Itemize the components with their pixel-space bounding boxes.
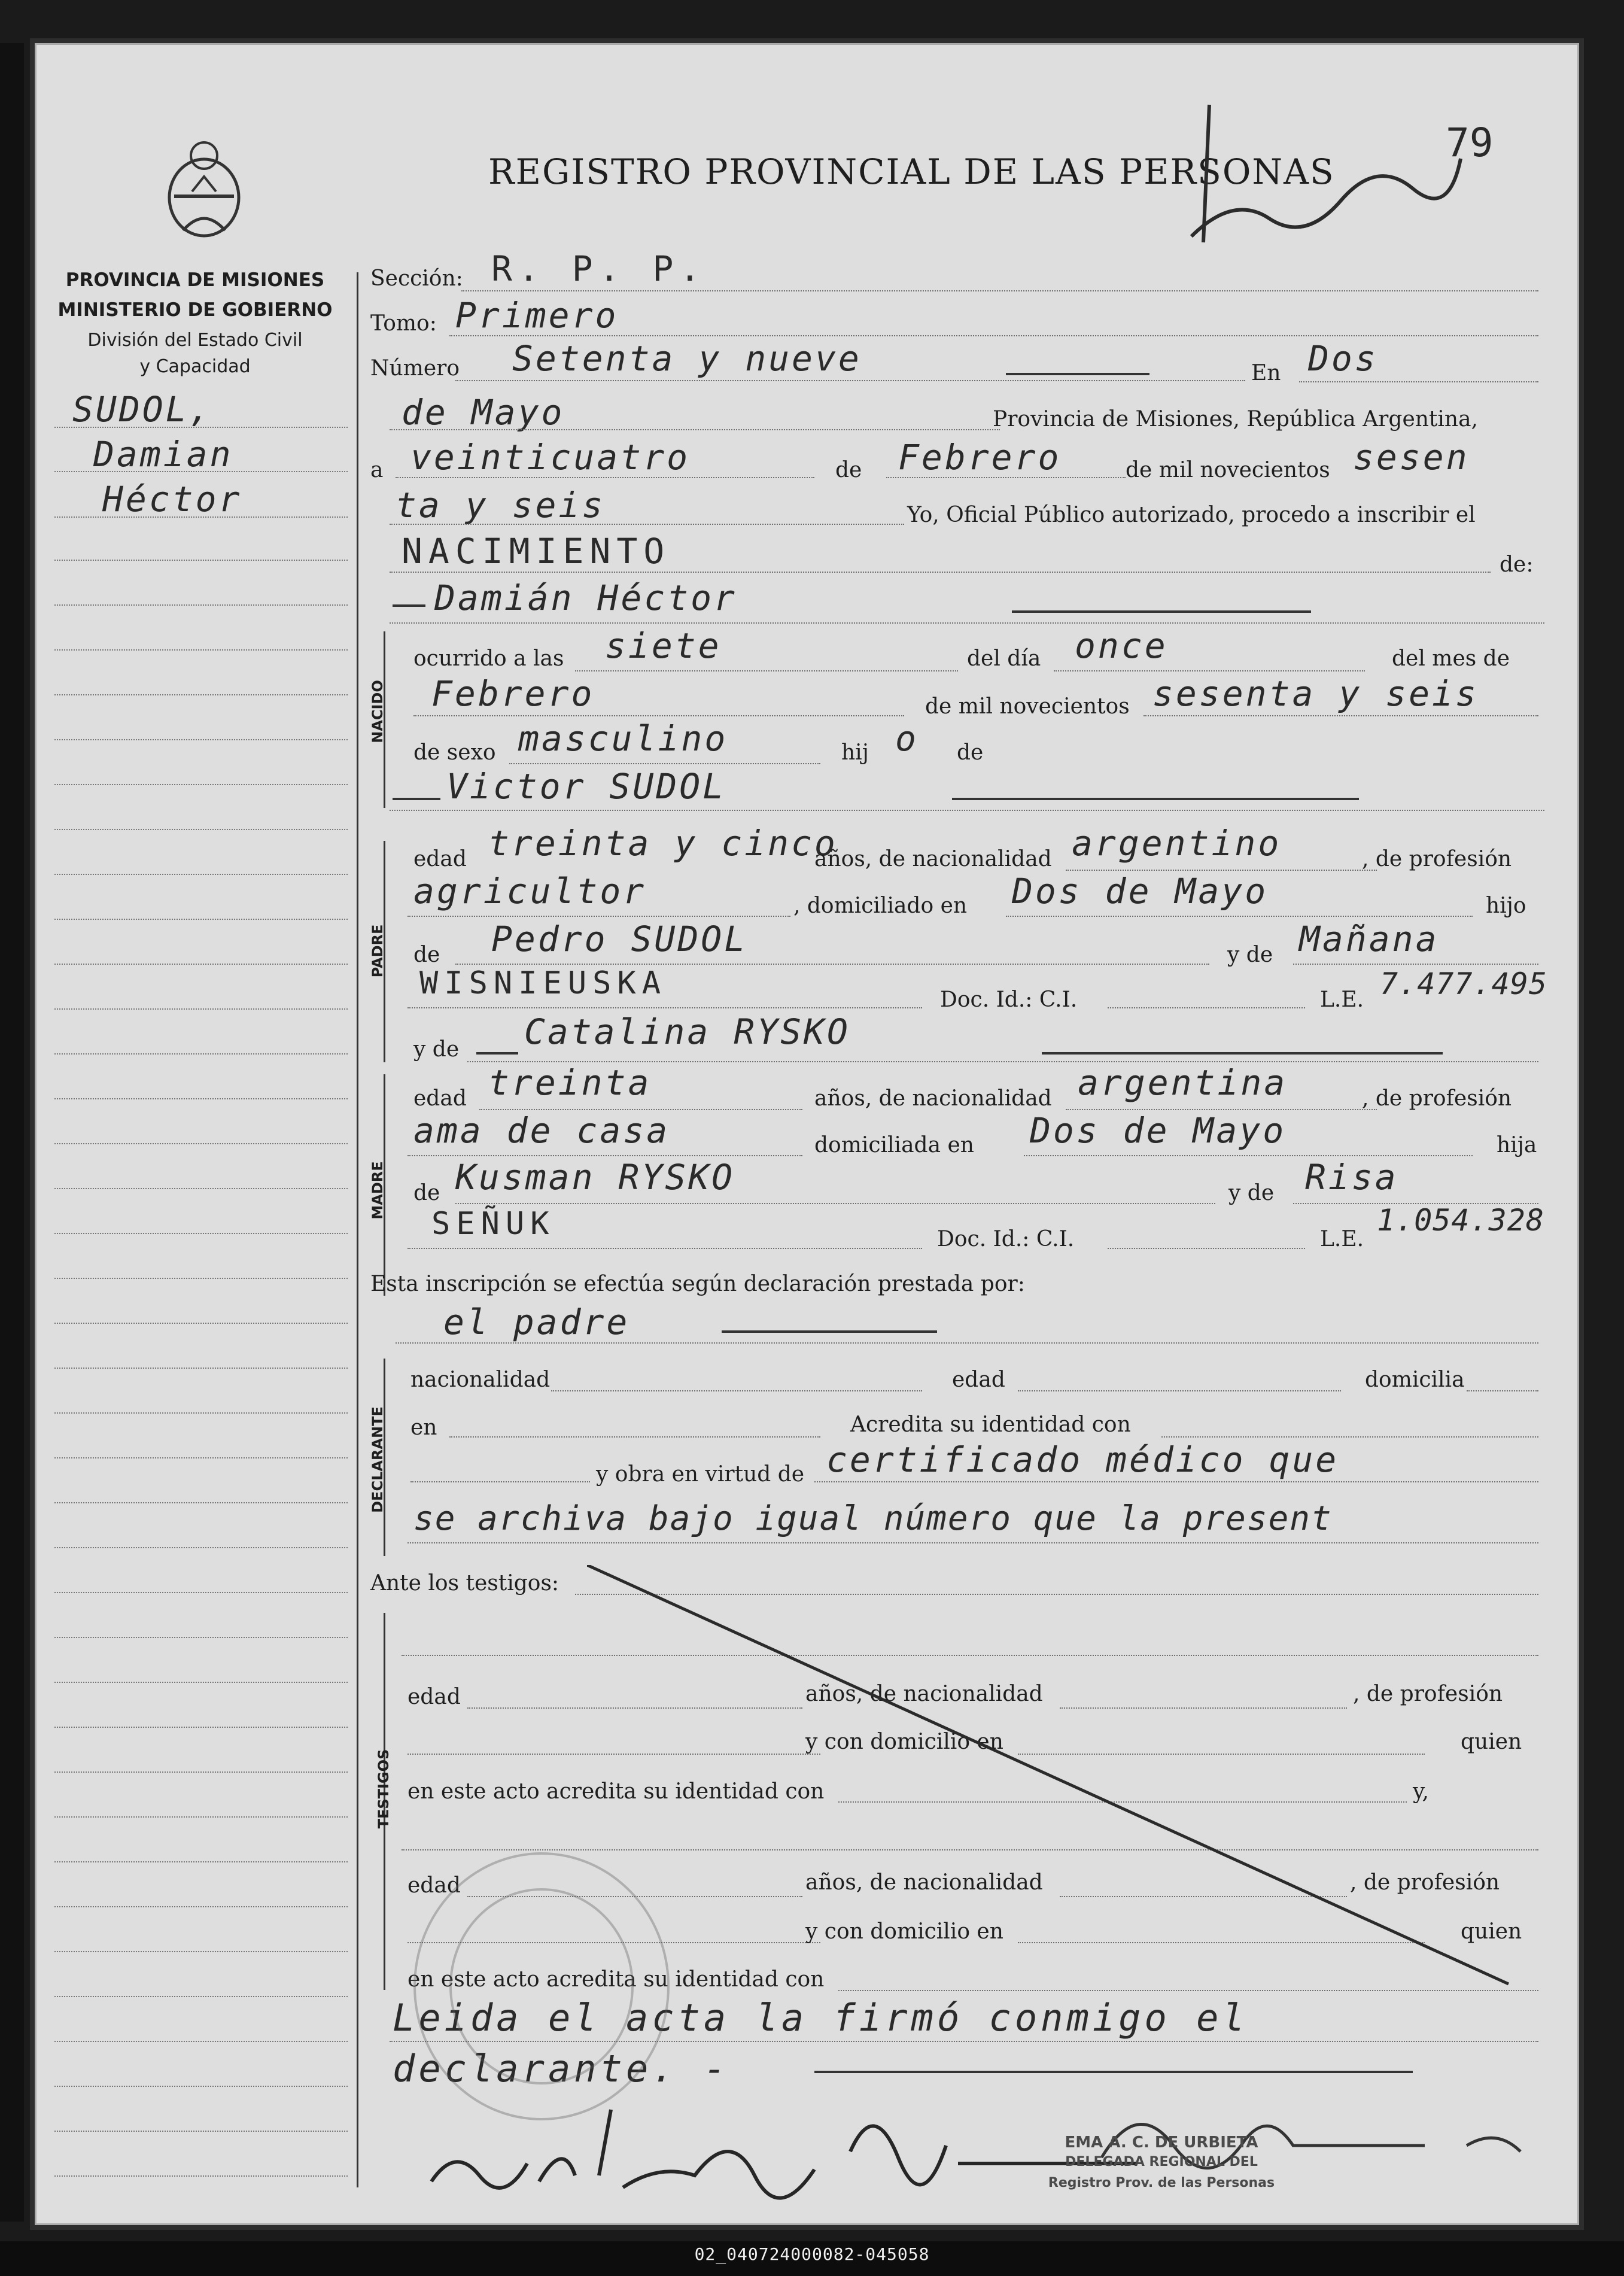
- testigo2-dom-label: y con domicilio en: [805, 1919, 1003, 1944]
- madre-mother-surname: SEÑUK: [431, 1206, 555, 1242]
- testigo2-quien-label: quien: [1461, 1919, 1522, 1944]
- declarante-virtud-value-2: se archiva bajo igual número que la present: [413, 1499, 1333, 1538]
- coat-of-arms-icon: [159, 135, 249, 239]
- stamp-line-1: EMA A. C. DE URBIETA: [1065, 2134, 1258, 2152]
- madre-prof-value: ama de casa: [413, 1110, 670, 1151]
- seccion-value: R. P. P.: [491, 248, 707, 289]
- padre-nac-value: argentino: [1072, 823, 1282, 864]
- dia-label: del día: [967, 646, 1041, 671]
- province-text: Provincia de Misiones, República Argentina,: [993, 407, 1479, 432]
- signatures: [419, 2074, 1556, 2217]
- declarante-intro: Esta inscripción se efectúa según declaración prestada por:: [370, 1272, 1025, 1296]
- testigo2-edad-label: edad: [407, 1873, 461, 1898]
- padre-edad-value: treinta y cinco: [488, 823, 838, 864]
- madre-edad-value: treinta: [488, 1062, 652, 1103]
- act-type: NACIMIENTO: [402, 531, 671, 572]
- year-value-b: ta y seis: [396, 485, 606, 525]
- padre-de-label: de: [413, 943, 440, 967]
- madre-doc-label: Doc. Id.: C.I.: [937, 1227, 1075, 1251]
- padre-dom-label: , domiciliado en: [793, 894, 968, 918]
- margin-surname: SUDOL,: [72, 389, 212, 430]
- numero-value: Setenta y nueve: [512, 338, 862, 379]
- mes-value: Febrero: [431, 673, 595, 714]
- anio-value: sesenta y seis: [1152, 673, 1479, 714]
- day-value: veinticuatro: [410, 437, 691, 478]
- closing-line-2: declarante. -: [393, 2047, 730, 2090]
- de-label: de: [835, 458, 862, 482]
- hij-label: hij: [841, 740, 869, 765]
- padre-le-label: L.E.: [1320, 987, 1364, 1012]
- mil-label: de mil novecientos: [1126, 458, 1330, 482]
- madre-yde2-label: y de: [1228, 1181, 1275, 1205]
- madre-mother-value: Risa: [1305, 1157, 1398, 1198]
- hora-value: siete: [605, 625, 722, 666]
- month-value: Febrero: [898, 437, 1062, 478]
- declarante-value: el padre: [443, 1302, 630, 1342]
- signature-scribble-top: [1185, 87, 1473, 260]
- madre-dom-value: Dos de Mayo: [1030, 1110, 1287, 1151]
- declarante-virtud-value: certificado médico que: [826, 1439, 1339, 1480]
- testigo2-nac-label: años, de nacionalidad: [805, 1870, 1043, 1895]
- mes-label: del mes de: [1392, 646, 1510, 671]
- madre-dom-label: domiciliada en: [814, 1133, 974, 1157]
- margin-name-1: Damian: [93, 434, 233, 475]
- testigo2-acred-label: en este acto acredita su identidad con: [407, 1967, 825, 1992]
- madre-le-label: L.E.: [1320, 1227, 1364, 1251]
- testigo1-nac-label: años, de nacionalidad: [805, 1682, 1043, 1706]
- province-name: PROVINCIA DE MISIONES: [65, 269, 325, 291]
- testigos-intro: Ante los testigos:: [370, 1571, 559, 1596]
- en-label: En: [1251, 361, 1281, 385]
- tomo-label: Tomo:: [370, 311, 437, 336]
- nacido-mil-label: de mil novecientos: [925, 694, 1130, 719]
- dia-value: once: [1075, 625, 1168, 666]
- stamp-line-3: Registro Prov. de las Personas: [1048, 2175, 1275, 2190]
- a-label: a: [370, 458, 384, 482]
- testigo1-edad-label: edad: [407, 1685, 461, 1709]
- madre-le-value: 1.054.328: [1377, 1203, 1544, 1238]
- madre-father-value: Kusman RYSKO: [455, 1157, 735, 1198]
- document-page: [35, 43, 1579, 2225]
- folio-number: 79: [1446, 120, 1494, 166]
- madre-section-label: MADRE: [369, 1161, 386, 1220]
- declarante-edad-label: edad: [952, 1368, 1005, 1392]
- closing-line-1: Leida el acta la firmó conmigo el: [393, 1996, 1248, 2040]
- padre-prof-value: agricultor: [413, 871, 647, 911]
- padre-section-label: PADRE: [369, 924, 386, 978]
- book-binding: [0, 43, 24, 2222]
- officer-text: Yo, Oficial Público autorizado, procedo a inscribir el: [907, 503, 1476, 527]
- padre-le-value: 7.477.495: [1380, 967, 1547, 1001]
- testigo1-quien-label: quien: [1461, 1730, 1522, 1754]
- declarante-en-label: en: [410, 1415, 437, 1440]
- declarante-section-label: DECLARANTE: [369, 1406, 386, 1513]
- testigos-section-label: TESTIGOS: [375, 1749, 392, 1829]
- padre-hijo-label: hijo: [1486, 894, 1526, 918]
- padre-prof-label: , de profesión: [1362, 847, 1512, 871]
- seccion-label: Sección:: [370, 266, 463, 291]
- nacido-section-label: NACIDO: [369, 680, 386, 743]
- testigo1-y-label: y,: [1413, 1779, 1429, 1804]
- madre-nac-label: años, de nacionalidad: [814, 1086, 1052, 1111]
- sexo-label: de sexo: [413, 740, 496, 765]
- document-title: REGISTRO PROVINCIAL DE LAS PERSONAS: [488, 151, 1335, 192]
- stamp-line-2: DELEGADA REGIONAL DEL: [1065, 2155, 1258, 2169]
- declarante-dom-label: domicilia: [1365, 1368, 1465, 1392]
- de-colon-label: de:: [1500, 552, 1534, 577]
- padre-mother-value: Mañana: [1299, 919, 1439, 959]
- cancel-line: [587, 1565, 1520, 1996]
- numero-label: Número: [370, 356, 460, 381]
- division-name: División del Estado Civil: [87, 330, 303, 351]
- padre-doc-label: Doc. Id.: C.I.: [940, 987, 1078, 1012]
- testigo2-prof-label: , de profesión: [1350, 1870, 1500, 1895]
- person-name: Damián Héctor: [434, 578, 737, 618]
- madre-prof-label: , de profesión: [1362, 1086, 1512, 1111]
- madre-de-label: de: [413, 1181, 440, 1205]
- division-capacity: y Capacidad: [139, 356, 251, 377]
- padre-father-value: Pedro SUDOL: [491, 919, 748, 959]
- padre-mother-surname: WISNIEUSKA: [419, 965, 667, 1001]
- hij-value: o: [895, 718, 919, 759]
- madre-nac-value: argentina: [1078, 1062, 1288, 1103]
- ocurrido-label: ocurrido a las: [413, 646, 564, 671]
- declarante-virtud-label: y obra en virtud de: [596, 1462, 805, 1487]
- padre-nac-label: años, de nacionalidad: [814, 847, 1052, 871]
- testigo1-dom-label: y con domicilio en: [805, 1730, 1003, 1754]
- padre-dom-value: Dos de Mayo: [1012, 871, 1269, 911]
- place-value: de Mayo: [402, 392, 565, 433]
- ministry-name: MINISTERIO DE GOBIERNO: [57, 299, 333, 321]
- madre-name: Catalina RYSKO: [524, 1011, 850, 1052]
- sexo-value: masculino: [518, 718, 728, 759]
- en-value: Dos: [1308, 338, 1378, 379]
- margin-name-2: Héctor: [102, 479, 242, 519]
- official-seal-inner: [449, 1888, 634, 2084]
- padre-name: Victor SUDOL: [446, 766, 726, 807]
- declarante-acred-label: Acredita su identidad con: [850, 1412, 1131, 1437]
- padre-edad-label: edad: [413, 847, 467, 871]
- madre-hija-label: hija: [1497, 1133, 1537, 1157]
- testigo1-prof-label: , de profesión: [1353, 1682, 1503, 1706]
- year-value-a: sesen: [1353, 437, 1470, 478]
- padre-yde-label: y de: [1227, 943, 1273, 967]
- footer-image-id: 02_040724000082-045058: [694, 2244, 930, 2264]
- tomo-value: Primero: [455, 295, 619, 336]
- madre-edad-label: edad: [413, 1086, 467, 1111]
- madre-yde-label: y de: [413, 1037, 460, 1062]
- declarante-nac-label: nacionalidad: [410, 1368, 551, 1392]
- testigo1-acred-label: en este acto acredita su identidad con: [407, 1779, 825, 1804]
- nacido-de-label: de: [957, 740, 984, 765]
